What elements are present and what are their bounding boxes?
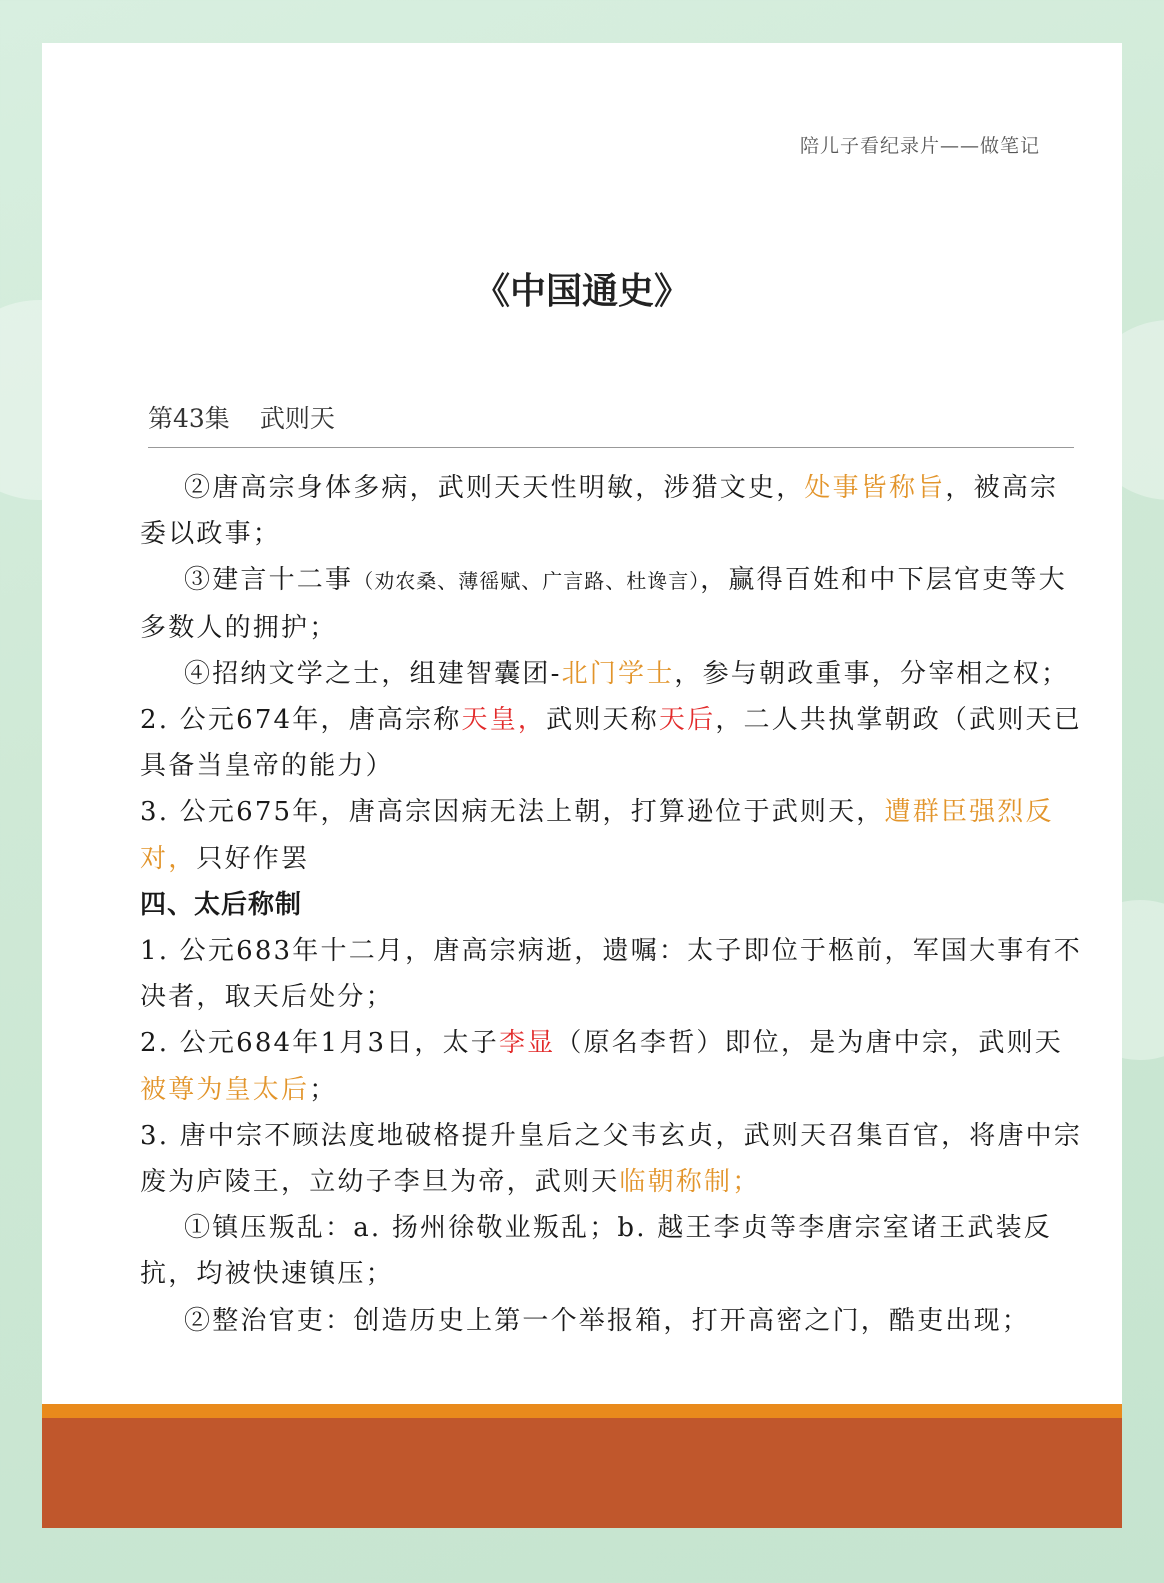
text-small: （劝农桑、薄徭赋、广言路、杜谗言） xyxy=(353,569,701,594)
page-title: 《中国通史》 xyxy=(473,271,690,312)
text-segment: ①镇压叛乱：a. 扬州徐敬业叛乱；b. 越王李贞等李唐宗室诸王武装反抗，均被快速镇压； xyxy=(140,1213,1053,1290)
note-paragraph xyxy=(140,1298,1086,1344)
episode-heading xyxy=(148,399,335,435)
episode-number: 第43集 xyxy=(148,404,230,433)
footer-stripe xyxy=(42,1404,1122,1418)
text-segment: ，二人共执掌朝政（武则天已具备当皇帝的能力） xyxy=(140,705,1082,782)
note-page xyxy=(42,43,1122,1527)
text-segment: ②整治官吏：创造历史上第一个举报箱，打开高密之门，酷吏出现； xyxy=(184,1305,1031,1336)
text-segment: ④招纳文学之士，组建智囊团- xyxy=(184,658,562,689)
text-segment: ②唐高宗身体多病，武则天天性明敏，涉猎文史， xyxy=(184,473,805,503)
note-paragraph xyxy=(140,1020,1086,1112)
text-segment: 四、太后称制 xyxy=(140,889,303,920)
text-segment: 1. 公元683年十二月，唐高宗病逝，遗嘱：太子即位于柩前，军国大事有不决者，取天后处分； xyxy=(140,936,1082,1013)
episode-name: 武则天 xyxy=(259,404,335,433)
text-red: 天后 xyxy=(658,705,716,736)
note-paragraph xyxy=(140,789,1086,881)
text-orange: 北门学士 xyxy=(561,658,675,689)
section-heading xyxy=(140,882,1086,928)
text-red: 李显 xyxy=(498,1028,556,1059)
text-segment: ； xyxy=(309,1074,338,1105)
text-orange: 被尊为皇太后 xyxy=(140,1074,310,1105)
text-orange: 处事皆称旨 xyxy=(804,473,946,503)
header-note: 陪儿子看纪录片——做笔记 xyxy=(799,135,1040,157)
text-segment: 只好作罢 xyxy=(196,843,310,874)
text-segment: ，赢得百姓和中下层官吏等大多数人的拥护； xyxy=(140,565,1067,643)
text-orange: 遭群臣强烈反对， xyxy=(140,797,1054,874)
note-paragraph xyxy=(140,1113,1086,1205)
footer-band xyxy=(42,1418,1122,1528)
text-segment: 2. 公元684年1月3日，太子 xyxy=(140,1028,499,1059)
divider xyxy=(148,447,1074,448)
note-paragraph xyxy=(140,697,1086,789)
notes-body xyxy=(140,465,1086,1344)
text-segment: ，参与朝政重事，分宰相之权； xyxy=(674,658,1070,689)
note-paragraph xyxy=(140,557,1086,650)
text-segment: ，被高宗委以政事； xyxy=(140,473,1059,550)
note-paragraph xyxy=(140,465,1086,557)
text-segment: （原名李哲）即位，是为唐中宗，武则天 xyxy=(555,1028,1063,1059)
text-segment: 3. 唐中宗不顾法度地破格提升皇后之父韦玄贞，武则天召集百官，将唐中宗废为庐陵王，立幼子李旦为帝，武则天 xyxy=(140,1120,1083,1198)
note-paragraph xyxy=(140,651,1086,697)
note-paragraph xyxy=(140,928,1086,1020)
text-segment: 2. 公元674年，唐高宗称 xyxy=(140,705,462,736)
text-segment: 3. 公元675年，唐高宗因病无法上朝，打算逊位于武则天， xyxy=(140,797,885,828)
text-red: 天皇， xyxy=(461,705,547,736)
text-segment: ③建言十二事 xyxy=(184,565,354,596)
text-orange: 临朝称制； xyxy=(619,1167,761,1198)
note-paragraph xyxy=(140,1205,1086,1297)
text-segment: 武则天称 xyxy=(546,705,659,736)
